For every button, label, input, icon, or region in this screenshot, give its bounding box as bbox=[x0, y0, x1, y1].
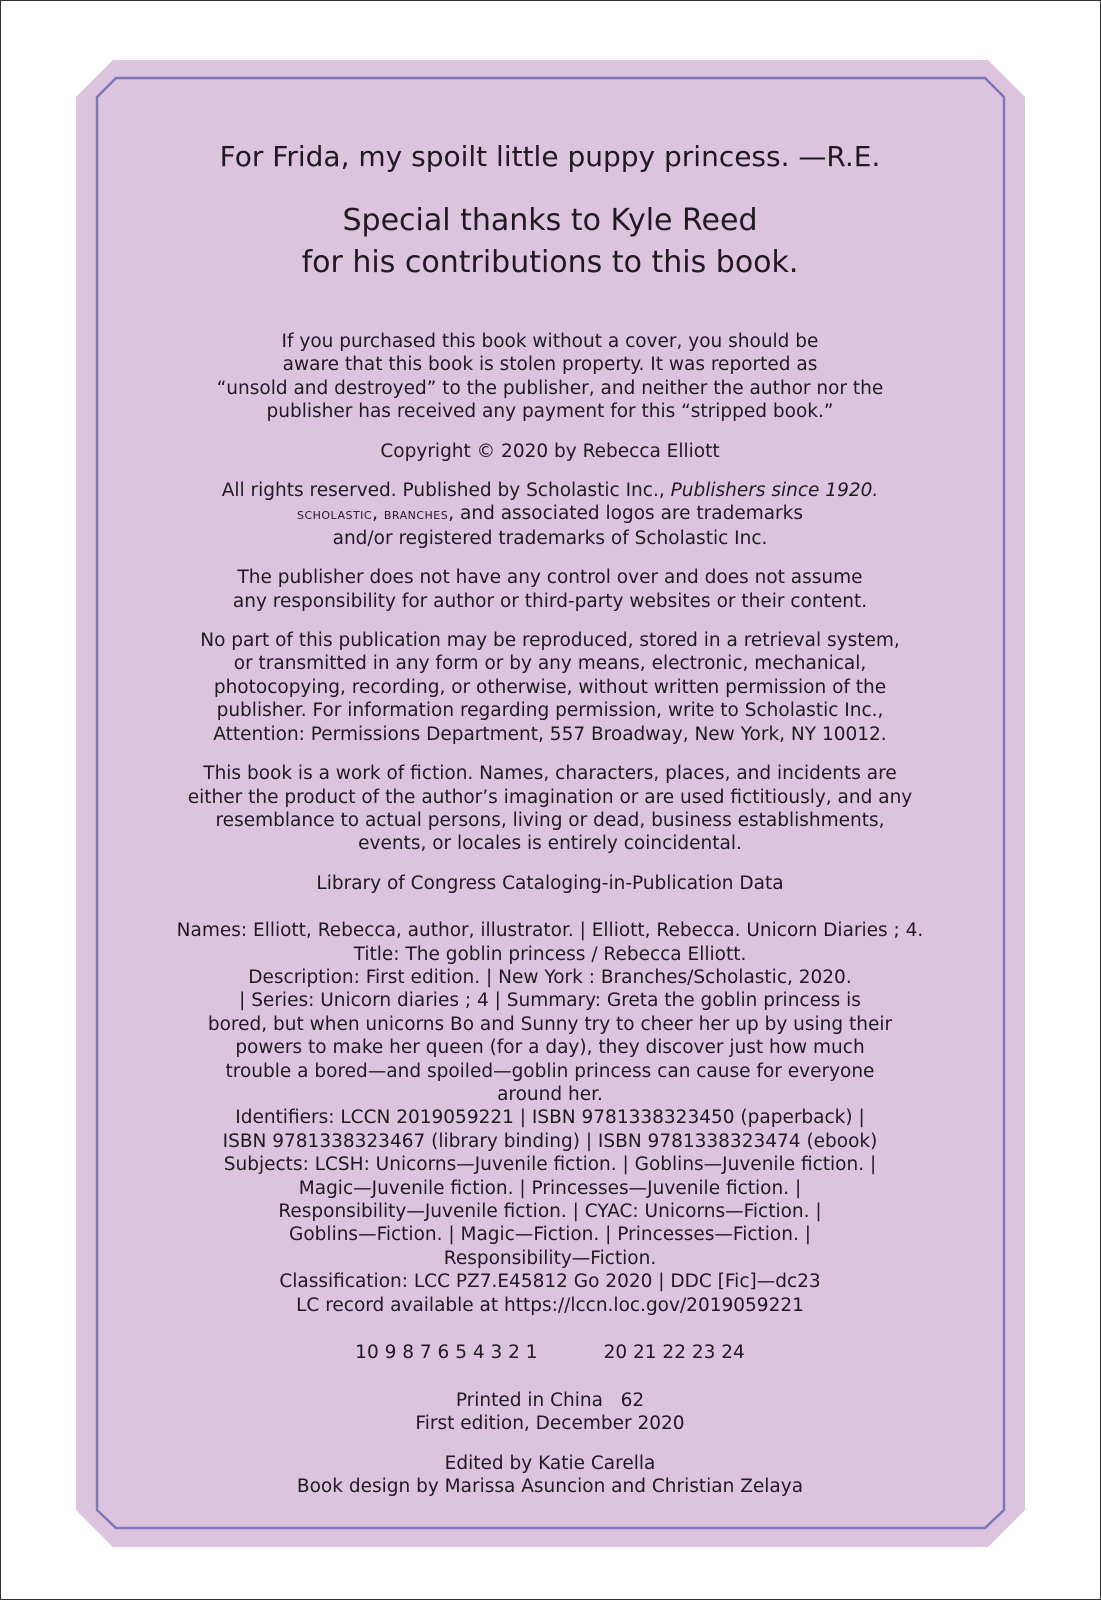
cip-line: around her. bbox=[497, 1083, 603, 1105]
cip-line: Responsibility—Fiction. bbox=[443, 1247, 657, 1269]
rights-text: All rights reserved. Published by Scholastic Inc., bbox=[221, 480, 671, 502]
trademark-line: and/or registered trademarks of Scholastic Inc. bbox=[332, 527, 768, 549]
cip-line: Identifiers: LCCN 2019059221 | ISBN 9781338323450 (paperback) | bbox=[235, 1107, 865, 1129]
rights-line bbox=[150, 479, 950, 502]
cip-line: Description: First edition. | New York : Branches/Scholastic, 2020. bbox=[248, 966, 852, 988]
credits bbox=[150, 1452, 950, 1499]
cip-line: trouble a bored—and spoiled—goblin princess can cause for everyone bbox=[225, 1060, 875, 1082]
cip-line: Responsibility—Juvenile fiction. | CYAC: Unicorns—Fiction. | bbox=[278, 1201, 822, 1222]
cip-line: Magic—Juvenile fiction. | Princesses—Juvenile fiction. | bbox=[298, 1177, 802, 1199]
printed-line: Printed in China 62 bbox=[455, 1390, 645, 1412]
cip-data bbox=[150, 919, 950, 1317]
print-line: 10 9 8 7 6 5 4 3 2 1 bbox=[355, 1342, 538, 1364]
control-line: The publisher does not have any control over and does not assume bbox=[237, 567, 863, 589]
separator: , bbox=[372, 503, 384, 525]
copyright-line: Copyright © 2020 by Rebecca Elliott bbox=[380, 440, 720, 462]
notice-line: aware that this book is stolen property. It was reported as bbox=[282, 354, 818, 376]
fiction-line: events, or locales is entirely coincidental. bbox=[358, 833, 742, 855]
branches-trademark: branches bbox=[383, 505, 449, 524]
publisher-control-notice bbox=[150, 566, 950, 613]
notice-line: publisher has received any payment for this “stripped book.” bbox=[266, 401, 834, 423]
cip-line: LC record available at https://lccn.loc.gov/2019059221 bbox=[296, 1294, 804, 1316]
cip-line: Goblins—Fiction. | Magic—Fiction. | Princesses—Fiction. | bbox=[289, 1224, 811, 1246]
cip-line: Names: Elliott, Rebecca, author, illustrator. | Elliott, Rebecca. Unicorn Diaries ; 4. bbox=[176, 920, 924, 942]
stripped-book-notice bbox=[150, 330, 950, 424]
cip-line: powers to make her queen (for a day), they discover just how much bbox=[235, 1037, 865, 1059]
year-line: 20 21 22 23 24 bbox=[603, 1342, 745, 1364]
rights-reserved bbox=[150, 479, 950, 550]
edition-line: First edition, December 2020 bbox=[415, 1413, 685, 1435]
thanks-line: Special thanks to Kyle Reed bbox=[342, 203, 758, 238]
control-line: any responsibility for author or third-party websites or their content. bbox=[232, 590, 868, 612]
copyright-page-content bbox=[150, 140, 950, 1499]
cip-header: Library of Congress Cataloging-in-Publication Data bbox=[316, 872, 784, 894]
cip-line: ISBN 9781338323467 (library binding) | ISBN 9781338323474 (ebook) bbox=[222, 1130, 878, 1152]
printing-info bbox=[150, 1389, 950, 1436]
notice-line: “unsold and destroyed” to the publisher, and neither the author nor the bbox=[216, 377, 884, 399]
special-thanks bbox=[150, 200, 950, 284]
notice-line: If you purchased this book without a cover, you should be bbox=[281, 331, 819, 352]
cip-line: | Series: Unicorn diaries ; 4 | Summary: Greta the goblin princess is bbox=[239, 990, 861, 1012]
reproduction-line: publisher. For information regarding permission, write to Scholastic Inc., bbox=[216, 700, 884, 722]
reproduction-line: No part of this publication may be reproduced, stored in a retrieval system, bbox=[200, 630, 900, 652]
trademark-text: , and associated logos are trademarks bbox=[448, 503, 804, 525]
cip-line: Subjects: LCSH: Unicorns—Juvenile fiction. | Goblins—Juvenile fiction. | bbox=[223, 1154, 877, 1176]
cip-line: Classification: LCC PZ7.E45812 Go 2020 | DDC [Fic]—dc23 bbox=[279, 1271, 821, 1293]
fiction-line: either the product of the author’s imagination or are used fictitiously, and any bbox=[187, 786, 913, 808]
reproduction-line: photocopying, recording, or otherwise, without written permission of the bbox=[213, 676, 887, 698]
cip-line: Title: The goblin princess / Rebecca Elliott. bbox=[353, 943, 747, 965]
publishers-since: Publishers since 1920. bbox=[670, 480, 879, 502]
dedication: For Frida, my spoilt little puppy princess. —R.E. bbox=[219, 140, 881, 173]
editor-credit: Edited by Katie Carella bbox=[444, 1452, 656, 1474]
fiction-line: This book is a work of fiction. Names, characters, places, and incidents are bbox=[203, 763, 897, 785]
design-credit: Book design by Marissa Asuncion and Christian Zelaya bbox=[296, 1476, 804, 1498]
reproduction-line: Attention: Permissions Department, 557 Broadway, New York, NY 10012. bbox=[213, 723, 887, 745]
thanks-line: for his contributions to this book. bbox=[301, 245, 799, 280]
reproduction-notice bbox=[150, 629, 950, 746]
trademark-line bbox=[150, 502, 950, 526]
fiction-notice bbox=[150, 762, 950, 856]
fiction-line: resemblance to actual persons, living or dead, business establishments, bbox=[215, 809, 885, 831]
printing-numbers bbox=[150, 1341, 950, 1365]
reproduction-line: or transmitted in any form or by any means, electronic, mechanical, bbox=[233, 653, 867, 675]
cip-line: bored, but when unicorns Bo and Sunny try to cheer her up by using their bbox=[207, 1013, 893, 1035]
scholastic-trademark: scholastic bbox=[296, 505, 373, 524]
